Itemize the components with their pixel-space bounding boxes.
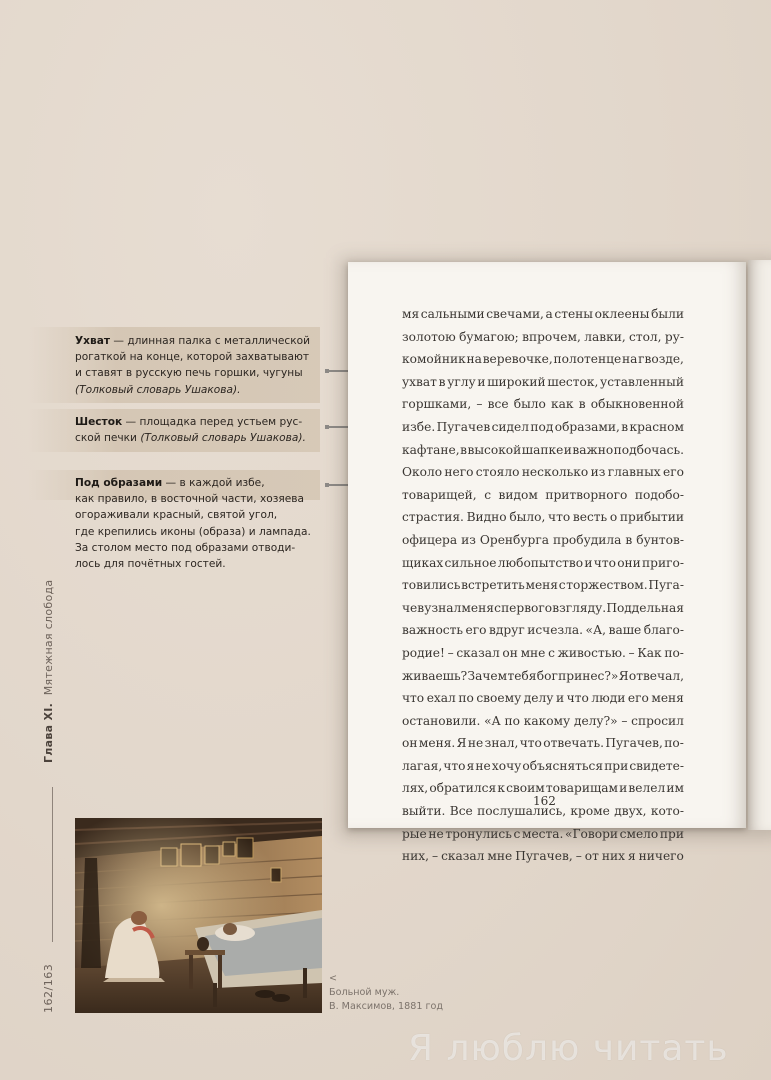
chapter-label: Глава XI.: [42, 702, 55, 763]
glossary-line: За столом место под образами отводи-: [75, 541, 296, 554]
glossary-line: огораживали красный, святой угол,: [75, 509, 278, 522]
book-line: горшками, – все было как в обыкновенной: [402, 397, 684, 412]
book-line: страстия. Видно было, что весть о прибытии: [402, 510, 684, 525]
painting-caption: [329, 972, 443, 1014]
book-right-page: [748, 260, 771, 830]
glossary-line: лось для почётных гостей.: [75, 558, 226, 571]
book-line: избе. Пугачев сидел под образами, в красном: [402, 419, 684, 434]
glossary-line: и ставят в русскую печь горшки, чугуны: [75, 367, 303, 380]
book-line: он меня. Я не знал, что отвечать. Пугачев, по-: [402, 736, 684, 751]
glossary-term: Ухват: [75, 335, 110, 347]
glossary-shestok: [28, 409, 320, 452]
book-line: офицера из Оренбурга пробудила в бунтов-: [402, 532, 684, 547]
book-line: кафтане, в высокой шапке и важно подбочась.: [402, 442, 684, 457]
book-line: лагая, что я не хочу объясняться при свидете-: [402, 758, 684, 773]
book-line: них, – сказал мне Пугачев, – от них я ничего: [402, 849, 684, 864]
glossary-line: [75, 414, 320, 430]
source-italic: (Толковый словарь Ушакова).: [75, 383, 241, 396]
book-line: Около него стояло несколько из главных его: [402, 465, 684, 480]
glossary-line: [75, 475, 320, 491]
chapter-title: [42, 580, 55, 763]
caption-author: В. Максимов, 1881 год: [329, 1001, 444, 1012]
watermark: Я люблю читать: [408, 1028, 729, 1069]
glossary-text: — площадка перед устьем рус-: [122, 416, 303, 428]
book-line: родие! – сказал он мне с живостью. – Как по-: [402, 645, 684, 660]
book-line: золотою бумагою; впрочем, лавки, стол, ру-: [402, 329, 684, 344]
book-line: рые не тронулись с места. «Говори смело при: [402, 826, 684, 841]
book-page-number: 162: [533, 794, 556, 808]
book-line: щиках сильное любопытство и что они приго-: [402, 555, 684, 570]
book-line: товарищей, с видом притворного подобо-: [402, 487, 684, 502]
glossary-line: [75, 430, 320, 446]
glossary-term: Под образами: [75, 477, 163, 489]
book-text: [402, 303, 684, 868]
book-line: живаешь? Зачем тебя бог принес?» Я отвечал,: [402, 668, 684, 683]
glossary-line: как правило, в восточной части, хозяева: [75, 493, 305, 506]
book-line: важность его вдруг исчезла. «А, ваше благо-: [402, 623, 684, 638]
book-line: чев узнал меня с первого взгляду. Поддельная: [402, 600, 684, 615]
page-numbers: 162/163: [42, 963, 55, 1013]
book-line: ухват в углу и широкий шесток, уставленный: [402, 374, 684, 389]
book-line: остановили. «А по какому делу?» – спросил: [402, 713, 684, 728]
sidebar-divider: [52, 787, 53, 942]
caption-arrow: <: [329, 973, 338, 984]
book-line: выйти. Все послушались, кроме двух, кото-: [402, 804, 684, 819]
glossary-line: [75, 333, 320, 349]
glossary-text: — в каждой избе,: [162, 477, 265, 489]
book-line: мя сальными свечами, а стены оклеены были: [402, 307, 684, 321]
glossary-line: где крепились иконы (образа) и лампада.: [75, 525, 311, 538]
glossary-pod-obrazami: [28, 470, 320, 571]
chapter-name: Мятежная слобода: [42, 579, 55, 696]
glossary-uhvat: [28, 327, 320, 403]
glossary-text: ской печки: [75, 432, 141, 445]
painting-bolnoy-muzh: [75, 818, 322, 1013]
book-line: что ехал по своему делу и что люди его меня: [402, 691, 684, 706]
glossary-line: рогаткой на конце, которой захватывают: [75, 351, 310, 364]
glossary-source: [75, 382, 320, 398]
glossary-text: — длинная палка с металлической: [110, 335, 310, 347]
source-italic: (Толковый словарь Ушакова).: [140, 432, 306, 445]
book-line: комойник на веревочке, полотенце на гвозде,: [402, 352, 684, 367]
book-line: товились встретить меня с торжеством. Пуга-: [402, 578, 684, 593]
book-line: лях, обратился к своим товарищам и велел им: [402, 781, 684, 796]
glossary-term: Шесток: [75, 416, 123, 428]
caption-title: Больной муж.: [329, 987, 400, 998]
